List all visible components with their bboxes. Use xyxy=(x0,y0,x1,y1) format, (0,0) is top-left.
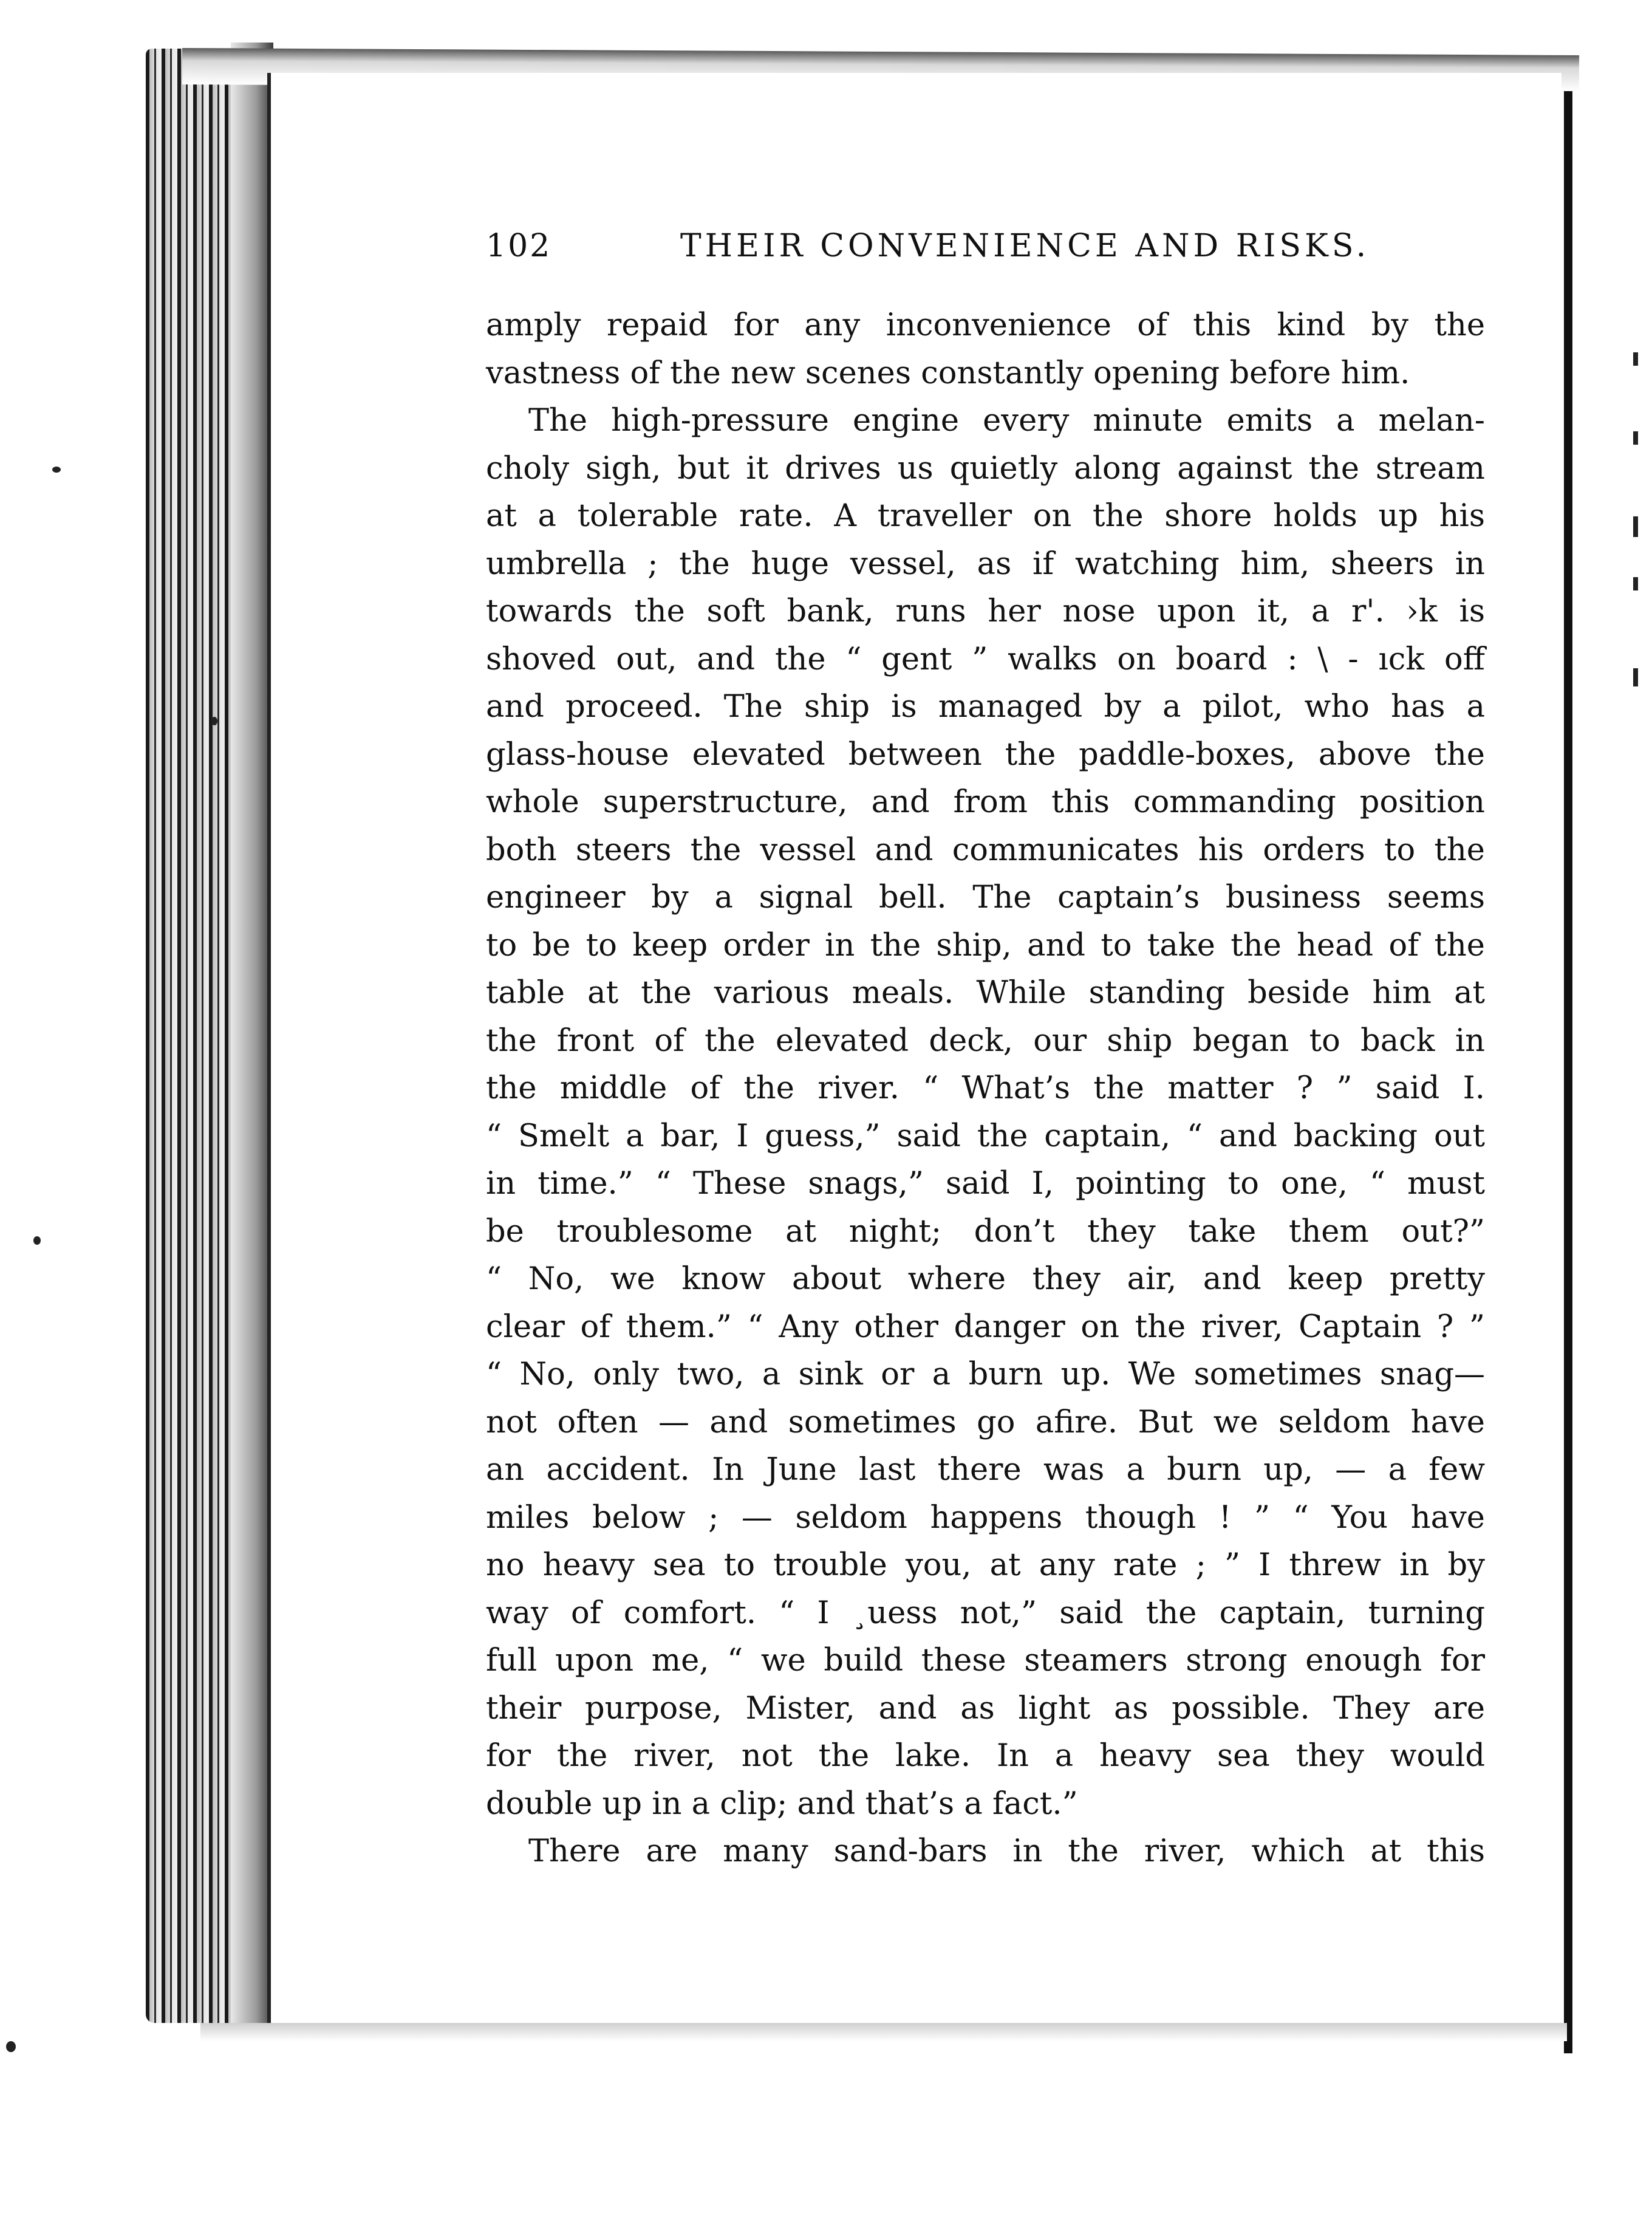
text-line: full upon me, “ we build these steamers strong enough for xyxy=(486,1643,1485,1679)
text-line: no heavy sea to trouble you, at any rate ; ” I threw in by xyxy=(486,1547,1485,1583)
text-line: There are many sand-bars in the river, which at this xyxy=(528,1833,1485,1869)
text-line: shoved out, and the “ gent ” walks on board : \ - ıck off xyxy=(486,641,1485,677)
text-line: be troublesome at night; don’t they take them out?” xyxy=(486,1213,1485,1250)
text-line: engineer by a signal bell. The captain’s business seems xyxy=(486,880,1485,915)
facing-page-mark xyxy=(1633,668,1638,686)
text-line: an accident. In June last there was a burn up, — a few xyxy=(486,1452,1485,1488)
running-title: THEIR CONVENIENCE AND RISKS. xyxy=(680,228,1370,264)
text-line: the front of the elevated deck, our ship began to back in xyxy=(486,1022,1485,1059)
text-line: “ No, we know about where they air, and keep pretty xyxy=(486,1261,1485,1297)
scan-speck xyxy=(211,717,217,725)
text-line: clear of them.” “ Any other danger on the river, Captain ? ” xyxy=(486,1309,1485,1345)
facing-page-edge xyxy=(1564,91,1652,2053)
text-line: both steers the vessel and communicates his orders to the xyxy=(486,832,1485,868)
facing-page-mark xyxy=(1633,431,1638,445)
text-line: whole superstructure, and from this commanding position xyxy=(486,784,1485,820)
text-line: table at the various meals. While standing beside him at xyxy=(486,975,1485,1011)
facing-page-mark xyxy=(1633,577,1638,590)
page-text xyxy=(486,228,1485,1876)
running-head xyxy=(486,228,1485,278)
text-line: umbrella ; the huge vessel, as if watching him, sheers in xyxy=(486,546,1485,582)
text-line: double up in a clip; and that’s a fact.” xyxy=(486,1785,1078,1822)
text-line: in time.” “ These snags,” said I, pointing to one, “ must xyxy=(486,1166,1485,1202)
text-line: their purpose, Mister, and as light as possible. They are xyxy=(486,1690,1485,1726)
text-line: miles below ; — seldom happens though ! ” “ You have xyxy=(486,1499,1485,1536)
bottom-page-edge xyxy=(200,2023,1567,2041)
text-line: and proceed. The ship is managed by a pilot, who has a xyxy=(486,689,1485,725)
text-line: “ Smelt a bar, I guess,” said the captain, “ and backing out xyxy=(486,1118,1485,1154)
text-line: towards the soft bank, runs her nose upon it, a r'. ›k is xyxy=(486,594,1485,629)
body-text xyxy=(486,302,1485,1876)
text-line: glass-house elevated between the paddle-boxes, above the xyxy=(486,736,1485,773)
text-line: to be to keep order in the ship, and to take the head of the xyxy=(486,927,1485,963)
text-line: way of comfort. “ I ¸uess not,” said the captain, turning xyxy=(486,1595,1485,1631)
scan-speck xyxy=(52,467,61,473)
text-line: “ No, only two, a sink or a burn up. We sometimes snag— xyxy=(486,1357,1485,1392)
text-line: not often — and sometimes go afire. But we seldom have xyxy=(486,1404,1485,1440)
text-line: The high-pressure engine every minute emits a melan- xyxy=(528,403,1485,439)
facing-page-mark xyxy=(1633,516,1638,537)
text-line: the middle of the river. “ What’s the matter ? ” said I. xyxy=(486,1070,1485,1106)
facing-page-mark xyxy=(1633,352,1638,366)
text-line: for the river, not the lake. In a heavy sea they would xyxy=(486,1738,1485,1774)
text-line: at a tolerable rate. A traveller on the shore holds up his xyxy=(486,498,1485,534)
scan-speck xyxy=(6,2041,16,2052)
page-number: 102 xyxy=(486,228,552,264)
text-line: amply repaid for any inconvenience of this kind by the xyxy=(486,307,1485,343)
text-line: choly sigh, but it drives us quietly along against the stream xyxy=(486,450,1485,487)
scan-speck xyxy=(33,1236,41,1245)
text-line: vastness of the new scenes constantly opening before him. xyxy=(486,355,1410,391)
